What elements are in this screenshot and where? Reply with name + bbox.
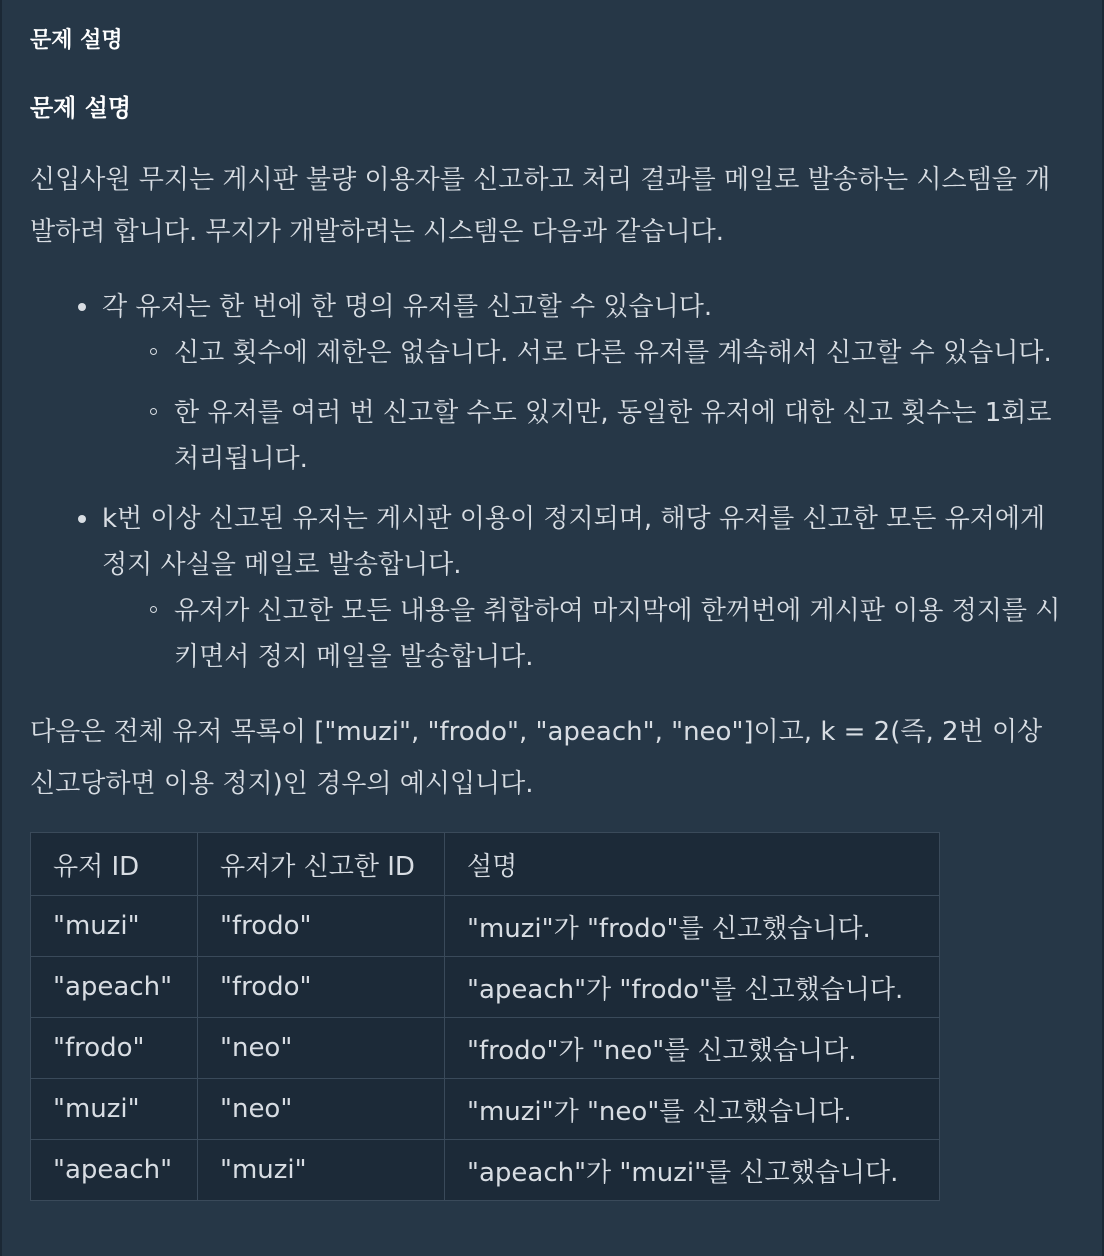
sub-rule-item: 유저가 신고한 모든 내용을 취합하여 마지막에 한꺼번에 게시판 이용 정지를 시키면서 정지 메일을 발송합니다. [102, 588, 1074, 680]
table-row [31, 1018, 940, 1079]
cell-reported-id: "frodo" [198, 896, 445, 957]
table-row [31, 957, 940, 1018]
example-paragraph: 다음은 전체 유저 목록이 ["muzi", "frodo", "apeach", "neo"]이고, k = 2(즉, 2번 이상 신고당하면 이용 정지)인 경우의 예시입니다. [30, 717, 1043, 799]
table-row [31, 1140, 940, 1201]
cell-reported-id: "neo" [198, 1018, 445, 1079]
cell-description: "muzi"가 "neo"를 신고했습니다. [445, 1079, 940, 1140]
intro-paragraph: 신입사원 무지는 게시판 불량 이용자를 신고하고 처리 결과를 메일로 발송하는 시스템을 개발하려 합니다. 무지가 개발하려는 시스템은 다음과 같습니다. [30, 165, 1051, 247]
cell-user-id: "muzi" [31, 896, 198, 957]
report-table [30, 832, 940, 1201]
cell-description: "muzi"가 "frodo"를 신고했습니다. [445, 896, 940, 957]
cell-user-id: "apeach" [31, 957, 198, 1018]
table-row [31, 896, 940, 957]
cell-user-id: "apeach" [31, 1140, 198, 1201]
cell-description: "frodo"가 "neo"를 신고했습니다. [445, 1018, 940, 1079]
section-title: 문제 설명 [30, 28, 123, 53]
column-header-reported-id: 유저가 신고한 ID [198, 833, 445, 896]
cell-reported-id: "muzi" [198, 1140, 445, 1201]
sub-rule-item: 신고 횟수에 제한은 없습니다. 서로 다른 유저를 계속해서 신고할 수 있습니다. [102, 330, 1074, 376]
sub-rule-item: 한 유저를 여러 번 신고할 수도 있지만, 동일한 유저에 대한 신고 횟수는 1회로 처리됩니다. [102, 390, 1074, 482]
column-header-user-id: 유저 ID [31, 833, 198, 896]
sub-rules-list [102, 588, 1074, 680]
rule-text: k번 이상 신고된 유저는 게시판 이용이 정지되며, 해당 유저를 신고한 모든 유저에게 정지 사실을 메일로 발송합니다. [102, 504, 1046, 580]
rules-list [30, 284, 1074, 680]
sub-rules-list [102, 330, 1074, 482]
cell-description: "apeach"가 "frodo"를 신고했습니다. [445, 957, 940, 1018]
cell-description: "apeach"가 "muzi"를 신고했습니다. [445, 1140, 940, 1201]
rule-item [30, 496, 1074, 680]
column-header-description: 설명 [445, 833, 940, 896]
problem-heading: 문제 설명 [30, 94, 132, 122]
rule-item [30, 284, 1074, 482]
cell-reported-id: "neo" [198, 1079, 445, 1140]
table-header-row [31, 833, 940, 896]
rule-text: 각 유저는 한 번에 한 명의 유저를 신고할 수 있습니다. [102, 292, 713, 322]
cell-reported-id: "frodo" [198, 957, 445, 1018]
cell-user-id: "muzi" [31, 1079, 198, 1140]
table-row [31, 1079, 940, 1140]
cell-user-id: "frodo" [31, 1018, 198, 1079]
